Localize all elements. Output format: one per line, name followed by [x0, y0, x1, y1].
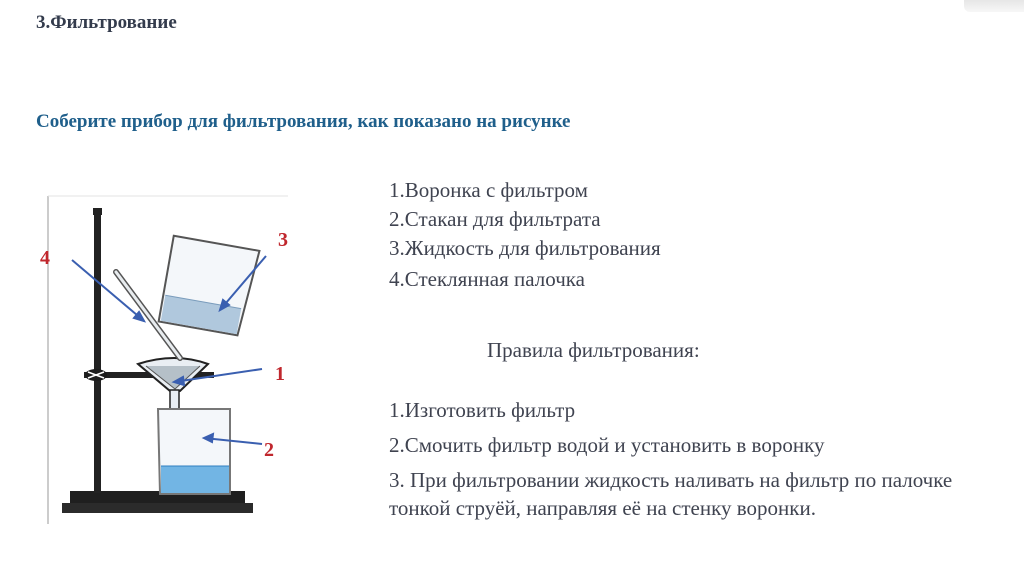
parts-list — [389, 176, 661, 294]
pouring-beaker — [159, 236, 260, 337]
list-item: 3. При фильтровании жидкость наливать на фильтр по палочке тонкой струёй, направляя её на стенку воронки. — [389, 468, 953, 520]
filtrate-liquid — [161, 466, 229, 493]
slide-subtitle: Соберите прибор для фильтрования, как показано на рисунке — [36, 111, 571, 132]
diagram-label-1: 1 — [275, 363, 285, 385]
slide-title: 3.Фильтрование — [36, 12, 177, 33]
diagram-label-4: 4 — [40, 247, 50, 269]
diagram-label-3: 3 — [278, 229, 288, 251]
diagram-label-2: 2 — [264, 439, 274, 461]
filtration-apparatus-illustration — [40, 194, 290, 526]
list-item: 1.Изготовить фильтр — [389, 398, 576, 422]
stand-base-bottom — [62, 503, 253, 513]
stand-rod-cap — [93, 208, 102, 215]
list-item: 4.Стеклянная палочка — [389, 267, 585, 291]
rules-list — [389, 396, 989, 528]
list-item: 2.Смочить фильтр водой и установить в воронку — [389, 433, 825, 457]
list-item: 1.Воронка с фильтром — [389, 178, 588, 202]
list-item: 2.Стакан для фильтрата — [389, 207, 601, 231]
list-item: 3.Жидкость для фильтрования — [389, 236, 661, 260]
rules-heading: Правила фильтрования: — [487, 338, 700, 362]
stand-rod — [94, 212, 101, 493]
slide-corner-decoration — [964, 0, 1024, 12]
